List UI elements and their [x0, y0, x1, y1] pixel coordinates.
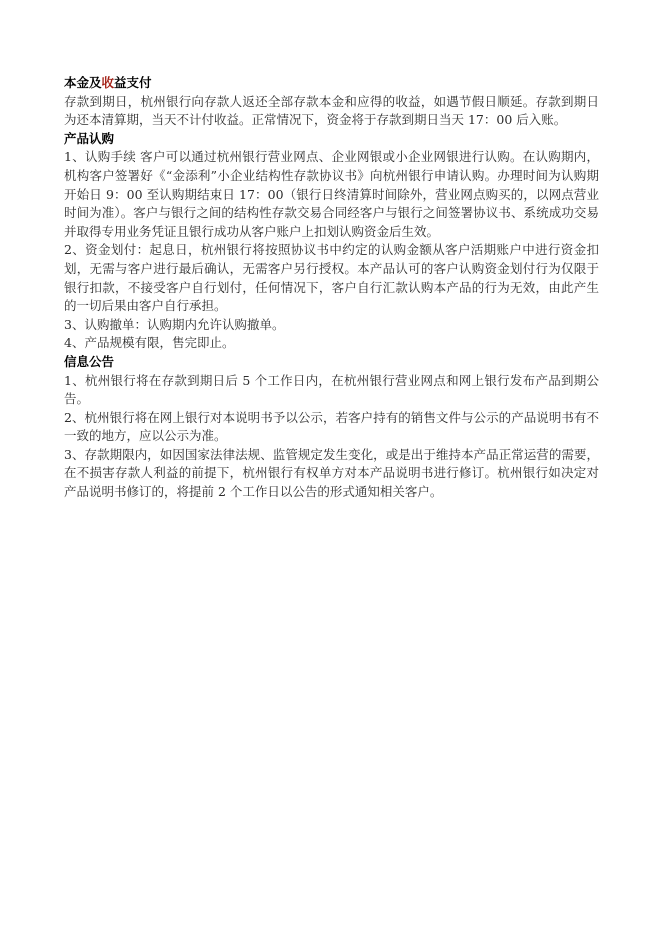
paragraph-principal-payment: 存款到期日，杭州银行向存款人返还全部存款本金和应得的收益，如遇节假日顺延。存款到期日为还本清算期，当天不计付收益。正常情况下，资金将于存款到期日当天 17：00 后入账。: [64, 93, 599, 128]
document-body: [64, 74, 599, 502]
heading-text-prefix: 本金及: [64, 75, 102, 90]
section-heading-product-subscription: 产品认购: [64, 130, 115, 146]
heading-text-suffix: 益支付: [114, 75, 152, 90]
paragraph-subscription-cancellation: 3、认购撤单：认购期内允许认购撤单。: [64, 316, 285, 332]
paragraph-subscription-procedure: 1、认购手续 客户可以通过杭州银行营业网点、企业网银或小企业网银进行认购。在认购期内，机构客户签署好《“金添利”小企业结构性存款协议书》向杭州银行申请认购。办理时间为认购期开始日 9：00 至认购期结束日 17：00（银行日终清算时间除外，营业网点购买的，以网点营业时间为准）。客户与银行之间的结构性存款交易合同经客户与银行之间签署协议书、系统成功交易并取得专用业务凭证且银行成功从客户账户上扣划认购资金后生效。: [64, 149, 599, 239]
paragraph-limited-scale: 4、产品规模有限，售完即止。: [64, 335, 235, 351]
paragraph-public-notice: 2、杭州银行将在网上银行对本说明书予以公示，若客户持有的销售文件与公示的产品说明书有不一致的地方，应以公示为准。: [64, 409, 599, 444]
paragraph-maturity-announcement: 1、杭州银行将在存款到期日后 5 个工作日内，在杭州银行营业网点和网上银行发布产品到期公告。: [64, 372, 599, 407]
section-heading-information-announcement: 信息公告: [64, 353, 115, 369]
section-heading-principal-and-income-payment: [64, 74, 599, 93]
heading-highlighted-char: 收: [101, 75, 115, 90]
paragraph-funds-transfer: 2、资金划付：起息日，杭州银行将按照协议书中约定的认购金额从客户活期账户中进行资金扣划，无需与客户进行最后确认，无需客户另行授权。本产品认可的客户认购资金划付行为仅限于银行扣款，不接受客户自行划付，任何情况下，客户自行汇款认购本产品的行为无效，由此产生的一切后果由客户自行承担。: [64, 242, 599, 314]
paragraph-revision-notice: 3、存款期限内，如因国家法律法规、监管规定发生变化，或是出于维持本产品正常运营的需要，在不损害存款人利益的前提下，杭州银行有权单方对本产品说明书进行修订。杭州银行如决定对产品说明书修订的，将提前 2 个工作日以公告的形式通知相关客户。: [64, 446, 599, 500]
